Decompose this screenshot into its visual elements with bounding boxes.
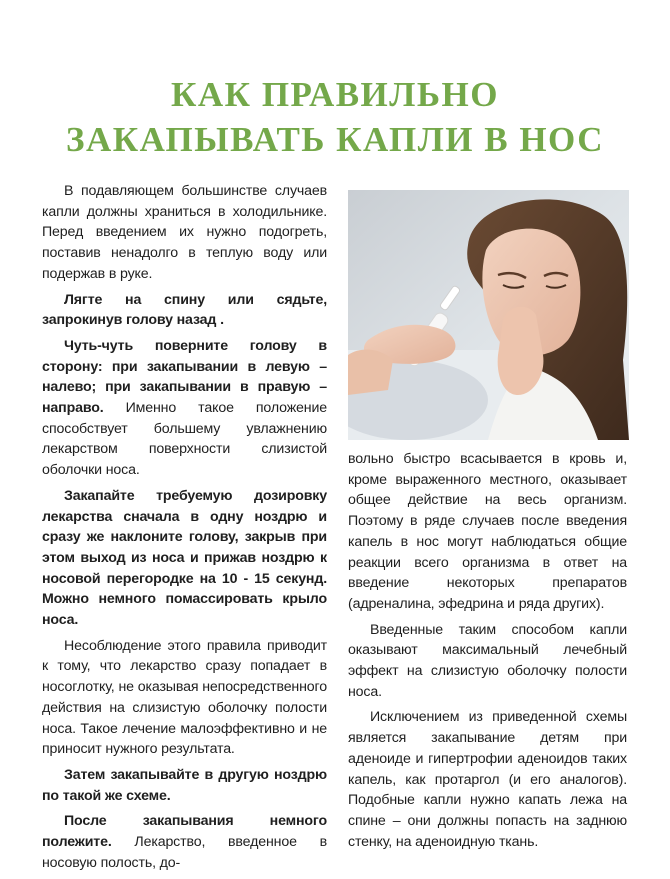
- instruction-turn-head: Чуть-чуть поверните голову в сторону: при закапывании в левую – налево; при закапывании в правую – направо.: [42, 337, 327, 417]
- paragraph-storage: В подавляющем большинстве случаев капли должны храниться в холодильнике. Перед введением их нужно подогреть, поставив ненадолго в теплую воду или подержав в руке.: [42, 183, 327, 282]
- paragraph-max-effect: Введенные таким способом капли оказывают максимальный лечебный эффект на слизистую оболочку полости носа.: [348, 621, 627, 700]
- paragraph-non-compliance: Несоблюдение этого правила приводит к тому, что лекарство сразу попадает в носоглотку, не оказывая непосредственного действия на слизистую оболочку полости носа. Такое лечение малоэффективно и не приносит нужного результата.: [42, 637, 327, 758]
- paragraph-exception: Исключением из приведенной схемы является закапывание детям при аденоиде и гипертрофии аденоидов таких капель, как протаргол (и его аналогов). Подобные капли нужно капать лежа на спине – они должны попасть на заднюю стенку, на аденоидную ткань.: [348, 709, 627, 850]
- paragraph-lie-after: [42, 811, 327, 873]
- title-line-2: ЗАКАПЫВАТЬ КАПЛИ В НОС: [65, 120, 604, 159]
- paragraph-turn-head: [42, 336, 327, 481]
- lie-after-continuation: Лекарство, введенное в носовую полость, до-: [42, 834, 327, 871]
- woman-nasal-spray-photo: [348, 190, 629, 440]
- turn-head-explanation: Именно такое положение способствует большему увлажнению лекарством поверхности слизистой оболочки носа.: [42, 400, 327, 479]
- woman-using-nasal-spray-photo-icon: [348, 190, 629, 440]
- paragraph-absorption: вольно быстро всасывается в кровь и, кроме выраженного местного, оказывает общее действие на весь организм. Поэтому в ряде случаев после введения капель в нос могут наблюдаться общие реакции всего организма в ответ на введение некоторых препаратов (адреналина, эфедрина и ряда других).: [348, 451, 627, 612]
- instruction-other-nostril: Затем закапывайте в другую ноздрю по такой же схеме.: [42, 766, 327, 804]
- instruction-lie-after: После закапывания немного полежите.: [42, 813, 327, 851]
- instruction-lie-down: Лягте на спину или сядьте, запрокинув голову назад .: [42, 291, 327, 329]
- title-line-1: КАК ПРАВИЛЬНО: [171, 75, 499, 114]
- right-column: [348, 449, 627, 857]
- paragraph-other-nostril: [42, 765, 327, 806]
- paragraph-dosage: [42, 486, 327, 631]
- article-title: [0, 72, 670, 162]
- instruction-dosage: Закапайте требуемую дозировку лекарства сначала в одну ноздрю и сразу же наклоните голову, закрыв при этом выход из носа и прижав ноздрю к носовой перегородке на 10 - 15 секунд. Можно немного помассировать крыло носа.: [42, 487, 327, 629]
- paragraph-position: [42, 290, 327, 331]
- left-column: [42, 181, 327, 879]
